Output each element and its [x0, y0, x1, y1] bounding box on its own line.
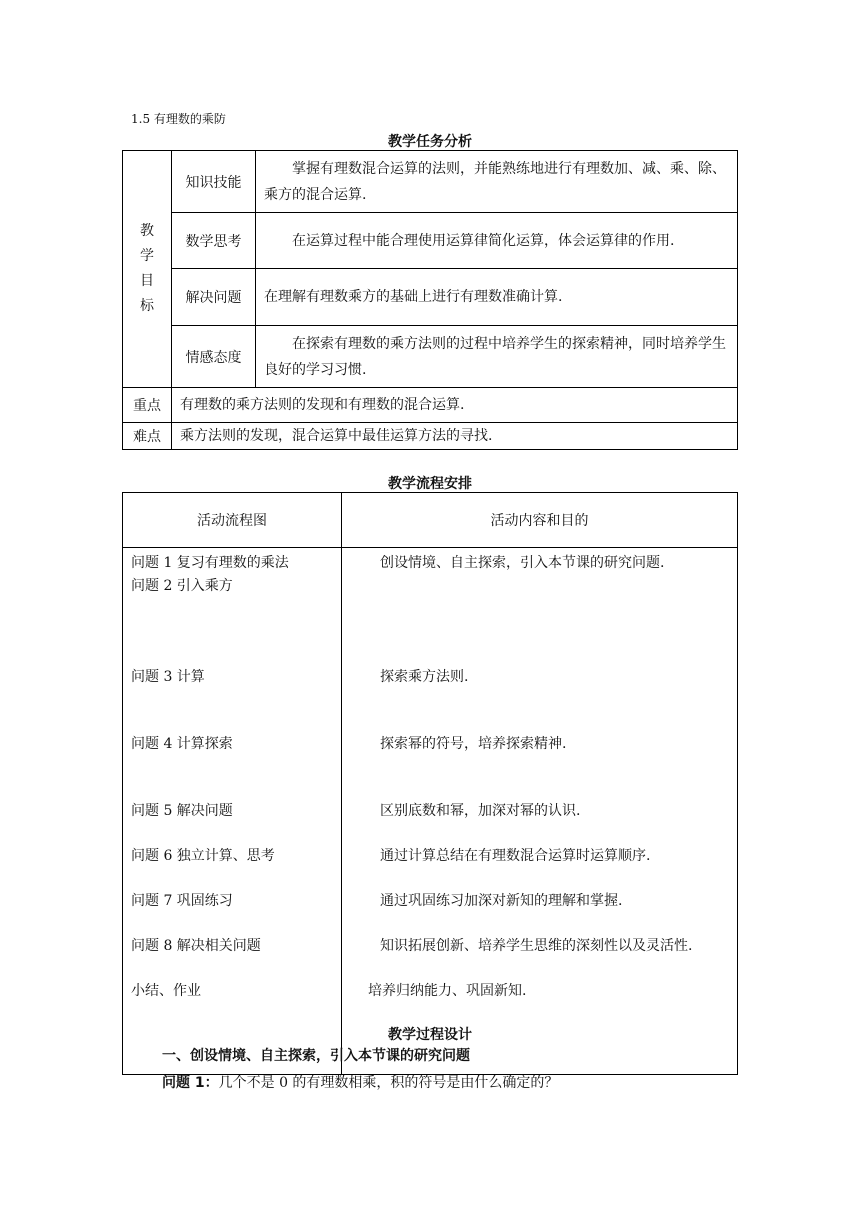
flow-purpose: 探索乘方法则. — [380, 669, 469, 685]
document-header: 1.5 有理数的乘防 — [131, 112, 226, 126]
flow-step: 小结、作业 — [131, 983, 201, 999]
goal-label: 解决问题 — [172, 269, 256, 326]
flow-purpose: 培养归纳能力、巩固新知. — [368, 983, 527, 999]
flow-purpose: 创设情境、自主探索，引入本节课的研究问题. — [380, 555, 665, 571]
flow-step: 问题 5 解决问题 — [131, 803, 233, 819]
question-1-label: 问题 1： — [162, 1075, 219, 1091]
key-point-text: 有理数的乘方法则的发现和有理数的混合运算. — [172, 388, 738, 423]
goals-group-text: 教 学 目 标 — [140, 223, 154, 314]
goals-table — [122, 150, 738, 450]
flow-title: 教学流程安排 — [388, 476, 472, 492]
flow-step: 问题 3 计算 — [131, 669, 205, 685]
flow-step: 问题 4 计算探索 — [131, 736, 233, 752]
flow-step: 问题 6 独立计算、思考 — [131, 848, 275, 864]
difficulty-text: 乘方法则的发现，混合运算中最佳运算方法的寻找. — [172, 423, 738, 450]
section-heading: 一、创设情境、自主探索，引入本节课的研究问题 — [162, 1048, 470, 1064]
flow-purpose: 通过计算总结在有理数混合运算时运算顺序. — [380, 848, 651, 864]
flow-step: 问题 8 解决相关问题 — [131, 938, 261, 954]
flow-purpose: 通过巩固练习加深对新知的理解和掌握. — [380, 893, 623, 909]
flow-step: 问题 1 复习有理数的乘法 — [131, 555, 289, 571]
question-1 — [162, 1072, 558, 1092]
goal-label: 知识技能 — [172, 151, 256, 213]
flow-table — [122, 492, 738, 1075]
goals-group-label — [123, 151, 172, 388]
goal-text: 在运算过程中能合理使用运算律简化运算，体会运算律的作用. — [256, 213, 738, 269]
flow-step: 问题 2 引入乘方 — [131, 578, 233, 594]
task-analysis-title: 教学任务分析 — [388, 134, 472, 150]
process-title: 教学过程设计 — [388, 1027, 472, 1043]
flow-step: 问题 7 巩固练习 — [131, 893, 233, 909]
goal-label: 情感态度 — [172, 326, 256, 388]
goal-text: 掌握有理数混合运算的法则，并能熟练地进行有理数加、减、乘、除、乘方的混合运算. — [256, 151, 738, 213]
flow-column-header: 活动内容和目的 — [342, 493, 738, 548]
goal-text: 在理解有理数乘方的基础上进行有理数准确计算. — [256, 269, 738, 326]
flow-steps-cell — [123, 548, 342, 1075]
flow-purpose: 区别底数和幂，加深对幂的认识. — [380, 803, 581, 819]
goal-text: 在探索有理数的乘方法则的过程中培养学生的探索精神，同时培养学生良好的学习习惯. — [256, 326, 738, 388]
key-point-label: 重点 — [123, 388, 172, 423]
flow-purposes-cell — [342, 548, 738, 1075]
difficulty-label: 难点 — [123, 423, 172, 450]
question-1-text: 几个不是 0 的有理数相乘，积的符号是由什么确定的？ — [218, 1075, 559, 1091]
flow-column-header: 活动流程图 — [123, 493, 342, 548]
goal-label: 数学思考 — [172, 213, 256, 269]
flow-purpose: 探索幂的符号，培养探索精神. — [380, 736, 567, 752]
flow-purpose: 知识拓展创新、培养学生思维的深刻性以及灵活性. — [380, 938, 693, 954]
